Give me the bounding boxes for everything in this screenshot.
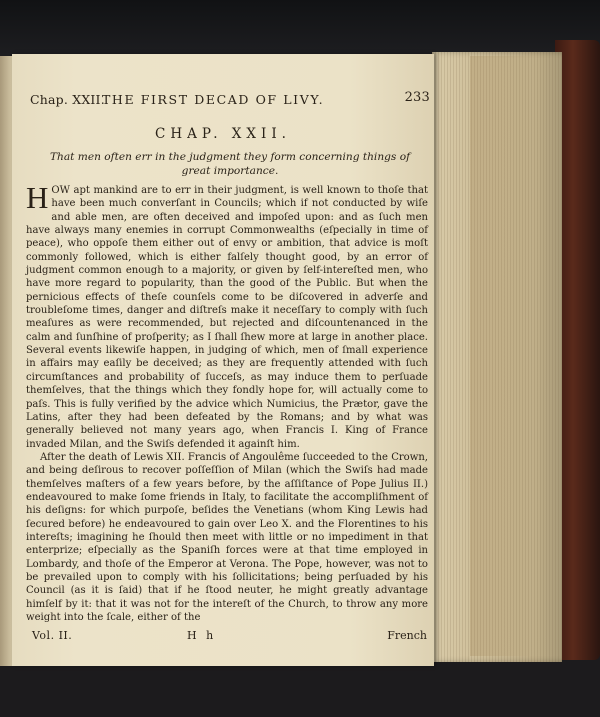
page-number: 233	[404, 90, 430, 105]
page-footer	[32, 629, 427, 645]
signature-mark: H h	[187, 629, 217, 642]
page-block-shading	[470, 56, 530, 656]
book-page	[12, 54, 434, 666]
chapter-subtitle: That men often err in the judgment they form concerning things of great importance.	[49, 151, 411, 177]
running-head-chapter: Chap. XXII.	[30, 92, 105, 107]
volume-label: Vol. II.	[32, 629, 73, 642]
paragraph-1	[26, 180, 428, 451]
chapter-heading: CHAP. XXII.	[155, 126, 291, 142]
paragraph-2	[26, 451, 428, 624]
drop-cap: H	[26, 180, 49, 215]
dark-background	[0, 0, 600, 60]
paragraph-1-text: OW apt mankind are to err in their judgment, is well known to thoſe that have been much converſant in Councils; which if not conducted by wiſe and able men, are often deceived and impoſed upon: and as ſuch men have always many enemies in corrupt Commonwealths (eſpecially in time of peace), who oppoſe them either out of envy or ambition, that advice is moſt commonly followed, which is either falſely thought good, by an error of judgment common enough to a majority, or given by ſelf-intereſted men, who have more regard to popularity, than the good of the Public. But when the pernicious effects of theſe counſels come to be diſcovered in adverſe and troubleſome times, danger and diſtreſs make it neceſſary to comply with ſuch meaſures as were recommended, but rejected and diſcountenanced in the calm and ſunſhine of proſperity; as I ſhall ſhew more at large in another place. Several events likewiſe happen, in judging of which, men of ſmall experience in affairs may eaſily be deceived; as they are frequently attended with ſuch circumſtances and probability of ſucceſs, as may induce them to perſuade themſelves, that the things which they fondly hope for, will actually come to paſs. This is fully verified by the advice which Numicius, the Prætor, gave the Latins, after they had been defeated by the Romans; and by what was generally believed not many years ago, when Francis I. King of France invaded Milan, and the Swiſs defended it againſt him.	[26, 185, 428, 450]
paragraph-2-text: After the death of Lewis XII. Francis of Angoulême ſucceeded to the Crown, and being deſirous to recover poſſeſſion of Milan (which the Swiſs had made themſelves maſters of a few years before, by the aſſiſtance of Pope Julius II.) endeavoured to make ſome friends in Italy, to facilitate the accompliſhment of his deſigns: for which purpoſe, beſides the Venetians (whom King Lewis had ſecured before) he endeavoured to gain over Leo X. and the Florentines to his intereſts; imagining he ſhould then meet with little or no impediment in that enterprize; eſpecially as the Spaniſh forces were at that time employed in Lombardy, and thoſe of the Emperor at Verona. The Pope, however, was not to be prevailed upon to comply with his ſollicitations; being perſuaded by his Council (as it is ſaid) that if he ſtood neuter, he might greatly advantage himſelf by it: that it was not for the intereſt of the Church, to throw any more weight into the ſcale, either of the	[26, 451, 428, 623]
body-text	[26, 180, 428, 624]
running-head	[30, 92, 430, 112]
catchword: French	[387, 629, 427, 642]
running-head-title: THE FIRST DECAD OF LIVY.	[102, 92, 325, 107]
